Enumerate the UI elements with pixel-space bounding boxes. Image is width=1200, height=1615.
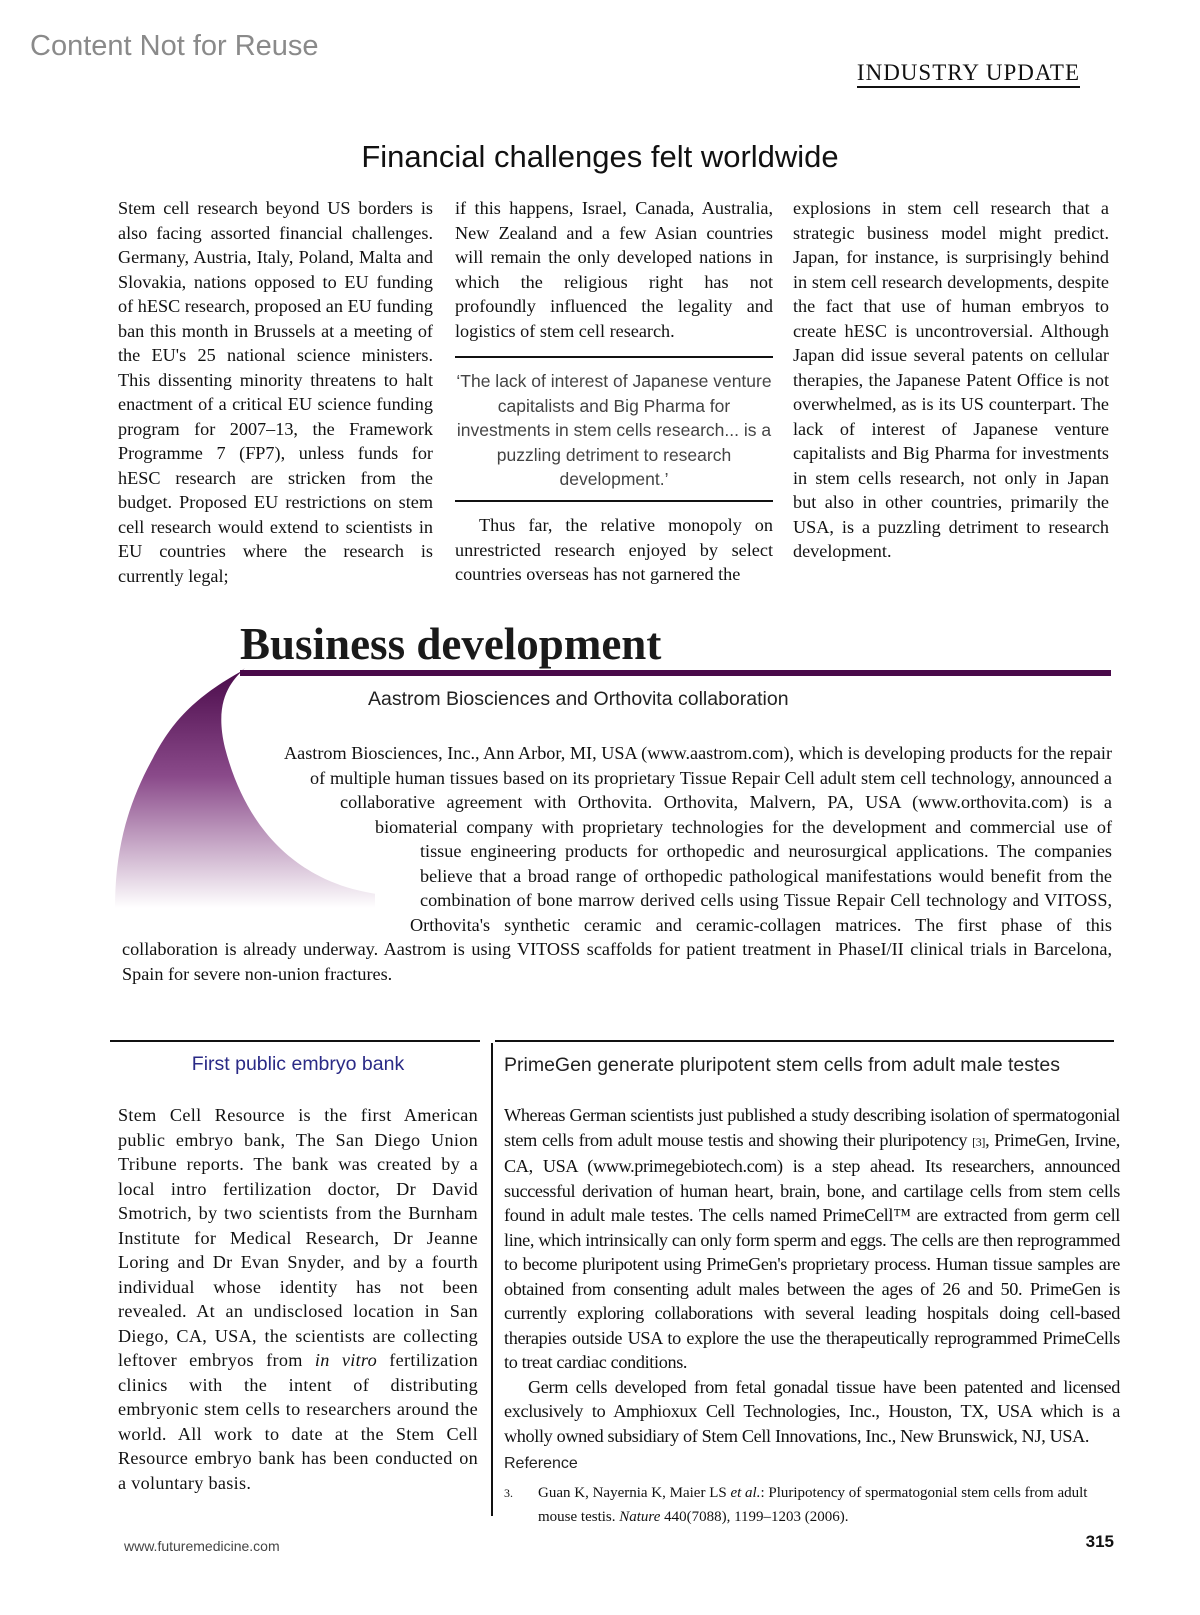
financial-column-2-bottom: Thus far, the relative monopoly on unrestricted research enjoyed by select countries overseas has not garnered the — [455, 515, 773, 584]
reference-label: Reference — [504, 1455, 578, 1472]
primegen-title: PrimeGen generate pluripotent stem cells from adult male testes — [504, 1054, 1061, 1076]
italic-term: in vitro — [314, 1350, 378, 1370]
business-heading-rule — [240, 670, 1111, 676]
business-body: Aastrom Biosciences, Inc., Ann Arbor, MI, USA (www.aastrom.com), which is developing products for the repair of multiple human tissues based on its proprietary Tissue Repair Cell adult stem cell technology, announced a collaborative agreement with Orthovita. Orthovita, Malvern, PA, USA (www.orthovita.com) is a biomaterial company with proprietary technologies for the development and commercial use of tissue engineering products for orthopedic and neurosurgical applications. The companies believe that a broad range of orthopedic pathological manifestations would benefit from the combination of bone marrow derived cells using Tissue Repair Cell technology and VITOSS, Orthovita's synthetic ceramic and ceramic-collagen matrices. The first phase of this collaboration is already underway. Aastrom is using VITOSS scaffolds for patient treatment in PhaseI/II clinical trials in Barcelona, Spain for severe non-union fractures. — [122, 743, 1112, 984]
section-label: INDUSTRY UPDATE — [857, 60, 1080, 88]
embryo-bank-title: First public embryo bank — [191, 1053, 405, 1075]
column-divider — [491, 1043, 493, 1516]
financial-column-3: explosions in stem cell research that a strategic business model might predict. Japan, for instance, is surprisingly behind in stem cell research developments, despite the fact that use of human embryos to create hESC is uncontroversial. Although Japan did issue several patents on cellular therapies, the Japanese Patent Office is not overwhelmed, as is its US counterpart. The lack of interest of Japanese venture capitalists and Big Pharma for investments in stem cells research, not only in Japan but also in other countries, primarily the USA, is a puzzling detriment to research development. — [793, 198, 1109, 561]
business-heading: Business development — [240, 619, 662, 669]
financial-column-1: Stem cell research beyond US borders is also facing assorted financial challenges. Germany, Austria, Italy, Poland, Malta and Slovakia, nations opposed to EU funding of hESC research, proposed an EU funding ban this month in Brussels at a meeting of the EU's 25 national science ministers. This dissenting minority threatens to halt enactment of a critical EU science funding program for 2007–13, the Framework Programme 7 (FP7), unless funds for hESC research are stricken from the budget. Proposed EU restrictions on stem cell research would extend to scientists in EU countries where the research is currently legal; — [118, 198, 433, 586]
watermark: Content Not for Reuse — [30, 30, 319, 62]
financial-title: Financial challenges felt worldwide — [361, 139, 839, 174]
page-number: 315 — [1085, 1532, 1114, 1551]
footer-url: www.futuremedicine.com — [124, 1538, 280, 1554]
embryo-top-rule — [110, 1040, 480, 1042]
citation-marker: [3] — [972, 1134, 986, 1149]
embryo-bank-body: Stem Cell Resource is the first American public embryo bank, The San Diego Union Tribune reports. The bank was created by a local intro fertilization doctor, Dr David Smotrich, by two scientists from the Burnham Institute for Medical Research, Dr Jeanne Loring and Dr Evan Snyder, and by a fourth individual whose identity has not been revealed. At an undisclosed location in San Diego, CA, USA, the scientists are collecting leftover embryos from in vitro fertilization clinics with the intent of distributing embryonic stem cells to researchers around the world. All work to date at the Stem Cell Resource embryo bank has been conducted on a voluntary basis. — [118, 1105, 478, 1493]
primegen-body: Whereas German scientists just published a study describing isolation of spermatogonial stem cells from adult mouse testis and showing their pluripotency [3], PrimeGen, Irvine, CA, USA (www.primegebiotech.com) is a step ahead. Its researchers, announced successful derivation of human heart, brain, bone, and cartilage cells from stem cells found in adult male testes. The cells named PrimeCell™ are extracted from germ cell line, which intrinsically can only form sperm and eggs. The cells are then reprogrammed to become pluripotent using PrimeGen's proprietary process. Human tissue samples are obtained from consenting adult males between the ages of 26 and 50. PrimeGen is currently exploring collaborations with several leading hospitals doing cell-based therapies outside USA to explore the use the therapeutically reprogrammed PrimeCells to treat cardiac conditions. Germ cells developed from fetal gonadal tissue have been patented and licensed exclusively to Amphioxux Cell Technologies, Inc., Houston, TX, USA which is a wholly owned subsidiary of Stem Cell Innovations, Inc., New Brunswick, NJ, USA. — [504, 1105, 1120, 1446]
financial-column-2-top: if this happens, Israel, Canada, Australia, New Zealand and a few Asian countries will remain the only developed nations in which the religious right has not profoundly influenced the legality and logistics of stem cell research. — [455, 198, 773, 341]
pull-quote: ‘The lack of interest of Japanese venture capitalists and Big Pharma for investments in stem cells research... is a puzzling detriment to research development.’ — [455, 356, 773, 502]
business-subheading: Aastrom Biosciences and Orthovita collaboration — [368, 688, 789, 710]
reference-number: 3. — [504, 1486, 513, 1500]
primegen-top-rule — [495, 1040, 1114, 1042]
